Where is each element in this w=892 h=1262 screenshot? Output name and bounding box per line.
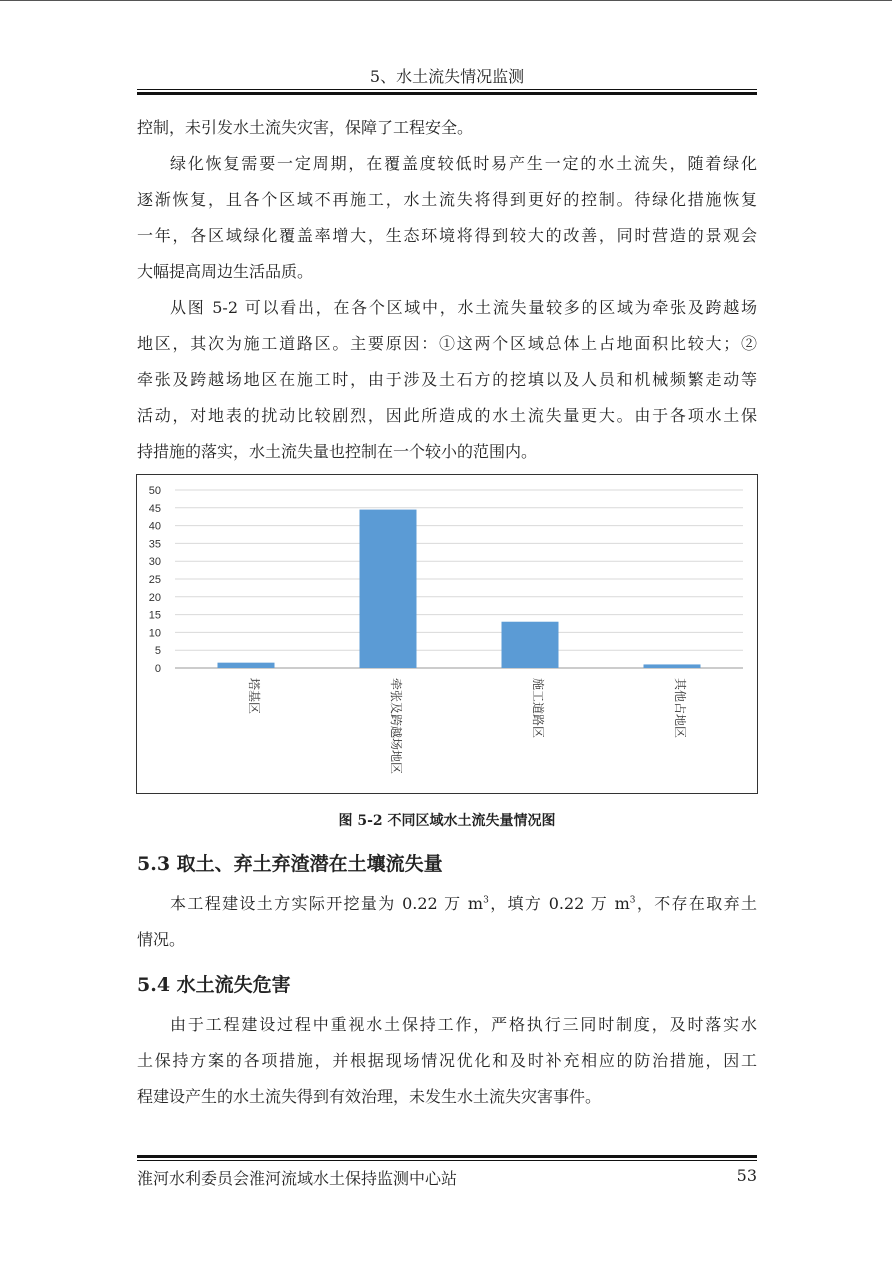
- x-category-label: 其他占地区: [673, 678, 687, 739]
- text-line: 活动，对地表的扰动比较剧烈，因此所造成的水土流失量更大。由于各项水土保: [137, 406, 757, 425]
- paragraph-analysis: [137, 290, 757, 470]
- text-line: 绿化恢复需要一定周期，在覆盖度较低时易产生一定的水土流失，随着绿化: [170, 154, 757, 173]
- paragraph-hazard: [137, 1007, 757, 1115]
- y-tick-label: 10: [148, 627, 161, 640]
- text-line: 土保持方案的各项措施，并根据现场情况优化和及时补充相应的防治措施，因工: [137, 1051, 757, 1070]
- bar-4: [644, 664, 701, 668]
- text-line: 情况。: [137, 930, 186, 949]
- y-tick-label: 50: [148, 485, 161, 497]
- header-rule-thin: [137, 89, 757, 90]
- text-line: 控制，未引发水土流失灾害，保障了工程安全。: [137, 118, 474, 137]
- bar-2: [360, 510, 417, 668]
- earthwork-conclusion-text: ，不存在取弃土: [635, 894, 757, 913]
- paragraph-greening: [137, 146, 757, 290]
- text-line: 牵张及跨越场地区在施工时，由于涉及土石方的挖填以及人员和机械频繁走动等: [137, 370, 757, 389]
- y-tick-label: 5: [154, 645, 161, 658]
- text-line: 一年，各区域绿化覆盖率增大，生态环境将得到较大的改善，同时营造的景观会: [137, 226, 757, 245]
- figure-caption: 图 5-2 不同区域水土流失量情况图: [338, 813, 556, 829]
- section-heading-5-3: 5.3 取土、弃土弃渣潜在土壤流失量: [137, 853, 443, 875]
- text-line: 地区，其次为施工道路区。主要原因：①这两个区域总体上占地面积比较大；②: [137, 334, 757, 353]
- y-tick-label: 30: [148, 556, 161, 569]
- y-tick-label: 20: [148, 591, 161, 604]
- superscript: 3: [483, 895, 489, 906]
- figure-5-2-chart: [136, 474, 758, 794]
- earthwork-excavation-text: 本工程建设土方实际开挖量为 0.22 万 m: [170, 894, 484, 913]
- header-rule-thick: [137, 92, 757, 95]
- x-category-label: 施工道路区: [531, 678, 545, 739]
- section-heading-5-4: 5.4 水土流失危害: [137, 974, 291, 996]
- top-border-line: [0, 0, 892, 1]
- footer-rule-thin: [137, 1160, 757, 1161]
- text-line: 大幅提高周边生活品质。: [137, 262, 314, 281]
- earthwork-fill-text: ，填方 0.22 万 m: [488, 894, 630, 913]
- text-line: 逐渐恢复，且各个区域不再施工，水土流失将得到更好的控制。待绿化措施恢复: [137, 190, 757, 209]
- running-header: 5、水土流失情况监测: [369, 67, 525, 86]
- x-category-label: 塔基区: [247, 678, 261, 715]
- bar-3: [502, 622, 559, 668]
- paragraph-continued: [137, 110, 757, 146]
- y-tick-label: 15: [148, 609, 161, 622]
- superscript: 3: [629, 895, 636, 906]
- y-tick-label: 35: [148, 538, 161, 551]
- bar-chart-svg: [137, 475, 757, 793]
- text-line: 持措施的落实，水土流失量也控制在一个较小的范围内。: [137, 442, 538, 461]
- y-tick-label: 0: [154, 663, 161, 675]
- y-tick-label: 40: [148, 520, 161, 533]
- footer-rule-thick: [137, 1155, 757, 1158]
- footer-organization: 淮河水利委员会淮河流域水土保持监测中心站: [137, 1169, 458, 1188]
- y-tick-label: 25: [148, 574, 161, 586]
- text-line: 由于工程建设过程中重视水土保持工作，严格执行三同时制度，及时落实水: [170, 1015, 757, 1034]
- y-tick-label: 45: [148, 502, 161, 515]
- page-number: 53: [736, 1166, 757, 1185]
- x-category-label: 牵张及跨越场地区: [389, 678, 403, 775]
- text-line: 从图 5-2 可以看出，在各个区域中，水土流失量较多的区域为牵张及跨越场: [170, 298, 757, 317]
- text-line: [137, 886, 757, 922]
- text-line: 程建设产生的水土流失得到有效治理，未发生水土流失灾害事件。: [137, 1087, 602, 1106]
- bar-1: [218, 663, 275, 668]
- paragraph-earthwork: [137, 886, 757, 958]
